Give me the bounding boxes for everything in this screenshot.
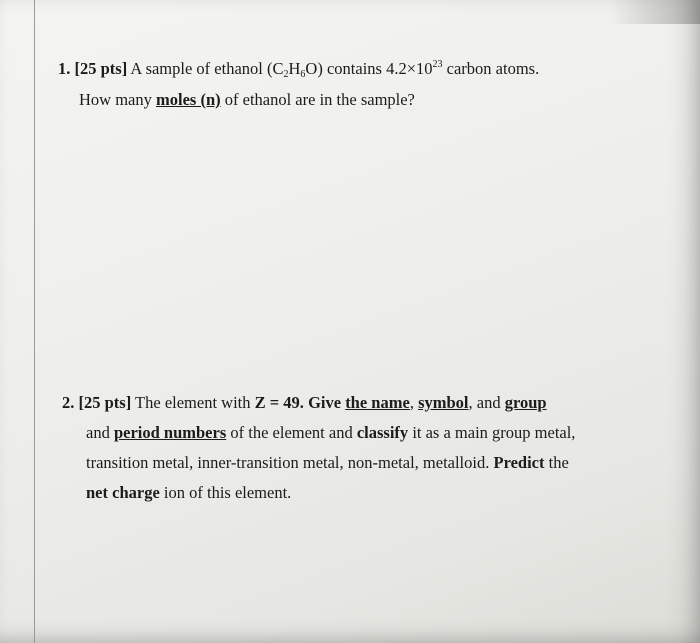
question-1-number: 1. — [58, 59, 71, 78]
question-1-text: A sample of ethanol (C — [127, 59, 284, 78]
question-2-line-2 — [62, 418, 622, 448]
element-text: of the element and — [226, 423, 357, 442]
classification-options: it as a main group metal, — [408, 423, 576, 442]
question-1-prompt-end: of ethanol are in the sample? — [220, 90, 415, 109]
question-1-prompt-start: How many — [79, 90, 156, 109]
and-text: , and — [468, 393, 505, 412]
group-emphasis: group — [504, 393, 547, 412]
question-1-line-2 — [58, 87, 658, 112]
hydrogen-subscript: 6 — [300, 69, 306, 80]
symbol-emphasis: symbol — [418, 393, 469, 412]
name-emphasis: the name — [345, 393, 410, 412]
the-text: the — [544, 453, 569, 472]
question-2-line-3 — [62, 448, 622, 478]
question-2 — [62, 388, 622, 508]
and-start: and — [86, 423, 114, 442]
atom-count-exponent: 23 — [432, 59, 443, 70]
margin-line — [34, 0, 35, 643]
question-2-line-4 — [62, 478, 622, 508]
net-charge-emphasis: net charge — [86, 483, 160, 502]
question-1-points: [25 pts] — [74, 59, 128, 78]
atom-count-coefficient: 4.2×10 — [386, 59, 433, 78]
contains-text: contains — [322, 59, 387, 78]
page-edge-shadow — [610, 0, 700, 24]
question-1 — [58, 52, 658, 112]
moles-emphasis: moles (n) — [156, 90, 221, 109]
question-2-line-1 — [62, 388, 622, 418]
hydrogen-symbol: H — [288, 59, 301, 78]
question-2-number: 2. — [62, 393, 75, 412]
ion-text: ion of this element. — [159, 483, 292, 502]
question-2-points: [25 pts] — [78, 393, 132, 412]
question-1-line-1 — [58, 52, 658, 87]
question-1-tail: carbon atoms. — [442, 59, 540, 78]
atomic-number: Z = 49. — [254, 393, 304, 412]
period-numbers-emphasis: period numbers — [113, 423, 227, 442]
question-2-text: The element with — [131, 393, 255, 412]
comma: , — [409, 393, 419, 412]
formula-close: O) — [305, 59, 323, 78]
give-text: Give — [303, 393, 346, 412]
classification-options-cont: transition metal, inner-transition metal, non-metal, metalloid. — [86, 453, 494, 472]
carbon-subscript: 2 — [283, 69, 289, 80]
predict-emphasis: Predict — [493, 453, 545, 472]
classify-emphasis: classify — [356, 423, 409, 442]
